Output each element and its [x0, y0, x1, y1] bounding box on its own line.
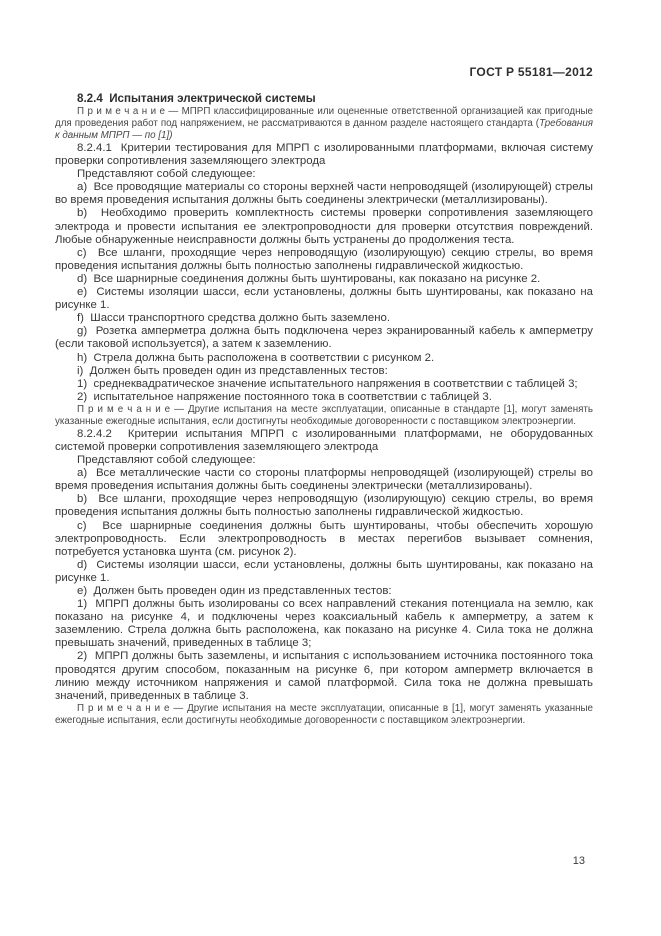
list-item-b: b) Все шланги, проходящие через непроводящую (изолирующую) секцию стрелы, во время проведения испытания должны быть полностью заполнены гидравлической жидкостью.	[55, 493, 593, 519]
note-text: — МПРП классифицированные или оцененные ответственной организацией как пригодные для проведения работ под напряжением, не рассматриваются в данном разделе настоящего стандарта (	[55, 106, 593, 129]
list-item-a: a) Все проводящие материалы со стороны верхней части непроводящей (изолирующей) стрелы во время проведения испытания должны быть соединены электрически (металлизированы).	[55, 181, 593, 207]
list-subitem-2: 2) испытательное напряжение постоянного тока в соответствии с таблицей 3.	[77, 390, 492, 403]
note-label: П р и м е ч а н и е	[77, 106, 165, 117]
standard-designation-header: ГОСТ Р 55181—2012	[469, 65, 593, 79]
note-text: — Другие испытания на месте эксплуатации, описанные в стандарте [1], могут заменять указанные ежегодные испытания, если достигнуты необходимые договоренности с поставщиком электроэнергии.	[55, 403, 594, 427]
list-subitem-1: 1) МПРП должны быть изолированы со всех направлений стекания потенциала на землю, как показано на рисунке 4, и подключены через коаксиальный кабель к амперметру, а затем к заземлению. Стрела должна быть расположена, как показано на рисунке 4. Сила тока не должна превышать значений, приведенных в таблице 3;	[55, 598, 593, 650]
note-label: П р и м е ч а н и е	[77, 403, 171, 415]
subsection-heading-8-2-4-1: 8.2.4.1 Критерии тестирования для МПРП с изолированными платформами, включая систему проверки сопротивления заземляющего электрода	[55, 142, 593, 168]
list-item-a: a) Все металлические части со стороны платформы непроводящей (изолирующей) стрелы во время проведения испытания должны быть соединены электрически (металлизированы).	[55, 467, 593, 493]
list-item-g: g) Розетка амперметра должна быть подключена через экранированный кабель к амперметру (если таковой используется), а затем к заземлению.	[55, 325, 593, 351]
intro-paragraph: Представляют собой следующее:	[77, 454, 256, 467]
note-italic-reference: Требования к данным МПРП — по [1])	[55, 118, 593, 141]
list-item-b: b) Необходимо проверить комплектность системы проверки сопротивления заземляющего электрода и провести испытания ее электропроводности для проверки отсутствия повреждений. Любые обнаруженные неисправности должны быть устранены до продолжения теста.	[55, 207, 593, 246]
list-subitem-1: 1) среднеквадратическое значение испытательного напряжения в соответствии с таблицей 3;	[77, 377, 578, 390]
list-item-d: d) Системы изоляции шасси, если установлены, должны быть шунтированы, как показано на рисунке 1.	[55, 558, 593, 584]
list-item-c: c) Все шарнирные соединения должны быть шунтированы, чтобы обеспечить хорошую электропроводность. Если электропроводность в местах перегибов вызывает сомнения, потребуется установка шунта (см. рисунок 2).	[55, 519, 593, 558]
section-heading-8-2-4: 8.2.4 Испытания электрической системы	[77, 92, 316, 105]
note-label: П р и м е ч а н и е	[77, 702, 170, 714]
list-subitem-2: 2) МПРП должны быть заземлены, и испытания с использованием источника постоянного тока проводятся другим способом, показанным на рисунке 6, при котором амперметр включается в линию между источником напряжения и самой платформой. Сила тока не должна превышать значений, приведенных в таблице 3.	[55, 650, 593, 702]
note-section-8-2-4	[55, 106, 593, 142]
list-item-f: f) Шасси транспортного средства должно быть заземлено.	[77, 312, 391, 325]
list-item-d: d) Все шарнирные соединения должны быть шунтированы, как показано на рисунке 2.	[77, 272, 541, 285]
intro-paragraph: Представляют собой следующее:	[77, 168, 256, 181]
subsection-heading-8-2-4-2: 8.2.4.2 Критерии испытания МПРП с изолированными платформами, не оборудованных системой проверки сопротивления заземляющего электрода	[55, 427, 593, 453]
list-item-c: c) Все шланги, проходящие через непроводящую (изолирующую) секцию стрелы, во время проведения испытания должны быть полностью заполнены гидравлической жидкостью.	[55, 246, 593, 272]
list-item-e: e) Должен быть проведен один из представленных тестов:	[77, 585, 392, 597]
note-section-8-2-4-1	[55, 404, 593, 428]
note-section-8-2-4-2	[55, 703, 593, 727]
list-item-i: i) Должен быть проведен один из представленных тестов:	[77, 364, 388, 377]
document-body	[55, 92, 593, 727]
list-item-h: h) Стрела должна быть расположена в соответствии с рисунком 2.	[77, 351, 435, 364]
list-item-e: e) Системы изоляции шасси, если установлены, должны быть шунтированы, как показано на рисунке 1.	[55, 286, 593, 312]
note-text: — Другие испытания на месте эксплуатации, описанные в [1], могут заменять указанные ежегодные испытания, если достигнуты необходимые договоренности с поставщиком электроэнергии.	[55, 702, 594, 726]
page-number: 13	[572, 855, 585, 867]
